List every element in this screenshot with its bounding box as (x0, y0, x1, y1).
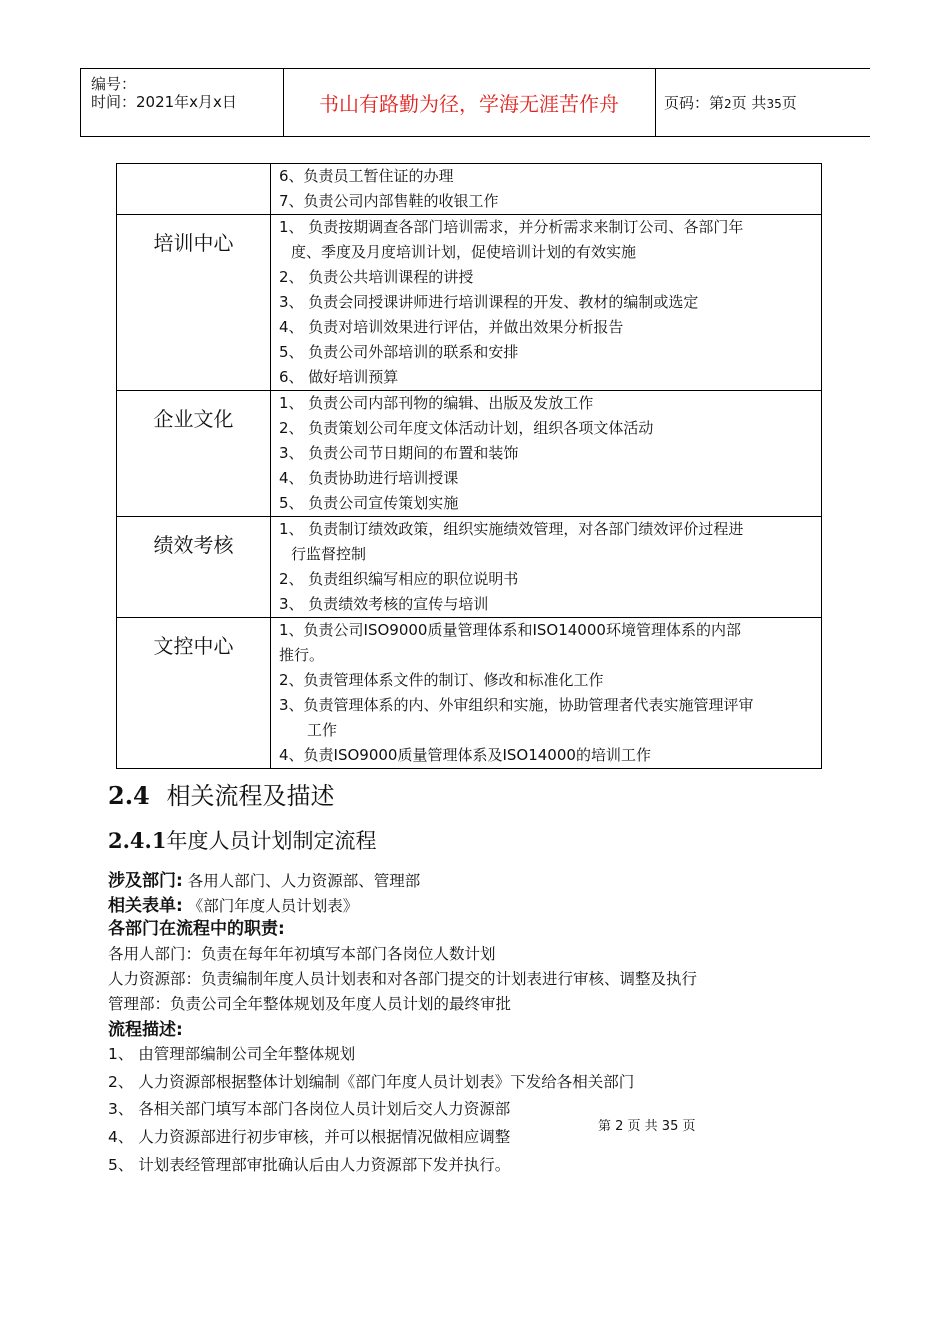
list-item: 2、负责管理体系文件的制订、修改和标准化工作 (279, 671, 604, 689)
dept-label: 涉及部门: (108, 871, 183, 891)
process-label: 流程描述: (108, 1020, 183, 1040)
list-item: 工作 (307, 721, 338, 739)
page-footer: 第 2 页 共 35 页 (598, 1119, 696, 1134)
section-title: 相关流程及描述 (166, 782, 335, 810)
list-item: 1、 负责按期调查各部门培训需求，并分析需求来制订公司、各部门年 (279, 218, 744, 236)
list-item: 3、 负责绩效考核的宣传与培训 (279, 595, 489, 613)
items-cell (271, 517, 822, 618)
list-item: 4、负责ISO9000质量管理体系及ISO14000的培训工作 (279, 746, 651, 764)
duty-line: 人力资源部：负责编制年度人员计划表和对各部门提交的计划表进行审核、调整及执行 (108, 970, 698, 988)
form-line (108, 891, 358, 916)
category-training: 培训中心 (117, 215, 271, 391)
process-step: 2、 人力资源部根据整体计划编制《部门年度人员计划表》下发给各相关部门 (108, 1073, 635, 1091)
doc-time-label: 时间：2021年x月x日 (91, 93, 237, 111)
section-title: 年度人员计划制定流程 (166, 829, 377, 853)
empty-category-cell (117, 164, 271, 215)
duties-label: 各部门在流程中的职责: (108, 919, 285, 939)
table-row (117, 215, 822, 391)
table-row (117, 618, 822, 769)
list-item: 5、 负责公司外部培训的联系和安排 (279, 343, 519, 361)
list-item: 度、季度及月度培训计划，促使培训计划的有效实施 (291, 243, 637, 261)
section-number: 2.4 (108, 781, 150, 810)
process-step: 5、 计划表经管理部审批确认后由人力资源部下发并执行。 (108, 1156, 511, 1174)
page-total: 35 (766, 97, 782, 111)
list-item: 3、 负责公司节日期间的布置和装饰 (279, 444, 519, 462)
list-item: 2、 负责策划公司年度文体活动计划，组织各项文体活动 (279, 419, 654, 437)
items-cell (271, 215, 822, 391)
process-step: 4、 人力资源部进行初步审核，并可以根据情况做相应调整 (108, 1128, 511, 1146)
duty-line: 管理部：负责公司全年整体规划及年度人员计划的最终审批 (108, 995, 512, 1013)
duties-table (116, 163, 822, 769)
form-value: 《部门年度人员计划表》 (182, 897, 359, 915)
list-item: 推行。 (279, 646, 325, 664)
header-page-info (664, 92, 797, 113)
list-item: 1、 负责制订绩效政策，组织实施绩效管理，对各部门绩效评价过程进 (279, 520, 744, 538)
section-heading-2-4-1 (108, 825, 376, 855)
items-cell (271, 391, 822, 517)
list-item: 6、 做好培训预算 (279, 368, 399, 386)
list-item: 2、 负责组织编写相应的职位说明书 (279, 570, 519, 588)
section-number: 2.4.1 (108, 828, 167, 853)
items-cell (271, 618, 822, 769)
list-item: 2、 负责公共培训课程的讲授 (279, 268, 474, 286)
dept-value: 各用人部门、人力资源部、管理部 (182, 872, 421, 890)
duty-line: 各用人部门：负责在每年年初填写本部门各岗位人数计划 (108, 945, 496, 963)
page-prefix: 页码：第 (664, 94, 725, 112)
page-mid: 页 共 (731, 94, 767, 112)
category-culture: 企业文化 (117, 391, 271, 517)
table-row (117, 164, 822, 215)
list-item: 5、 负责公司宣传策划实施 (279, 494, 459, 512)
table-row (117, 517, 822, 618)
category-doc-control: 文控中心 (117, 618, 271, 769)
list-item: 7、负责公司内部售鞋的收银工作 (279, 192, 499, 210)
dept-line (108, 866, 420, 891)
category-performance: 绩效考核 (117, 517, 271, 618)
duties-heading (108, 914, 285, 939)
page-suffix: 页 (781, 94, 797, 112)
form-label: 相关表单: (108, 896, 183, 916)
header-motto: 书山有路勤为径，学海无涯苦作舟 (283, 69, 656, 136)
header-meta-cell (80, 69, 284, 136)
process-step: 1、 由管理部编制公司全年整体规划 (108, 1045, 356, 1063)
page-header (80, 68, 870, 137)
list-item: 1、 负责公司内部刊物的编辑、出版及发放工作 (279, 394, 594, 412)
list-item: 3、负责管理体系的内、外审组织和实施，协助管理者代表实施管理评审 (279, 696, 754, 714)
section-heading-2-4 (108, 776, 334, 811)
doc-number-label: 编号： (91, 75, 137, 93)
list-item: 1、负责公司ISO9000质量管理体系和ISO14000环境管理体系的内部 (279, 621, 741, 639)
list-item: 4、 负责协助进行培训授课 (279, 469, 459, 487)
items-cell (271, 164, 822, 215)
table-row (117, 391, 822, 517)
page-num: 2 (724, 97, 732, 111)
process-step: 3、 各相关部门填写本部门各岗位人员计划后交人力资源部 (108, 1100, 511, 1118)
list-item: 行监督控制 (291, 545, 367, 563)
list-item: 4、 负责对培训效果进行评估，并做出效果分析报告 (279, 318, 624, 336)
list-item: 6、负责员工暂住证的办理 (279, 167, 454, 185)
list-item: 3、 负责会同授课讲师进行培训课程的开发、教材的编制或选定 (279, 293, 699, 311)
process-heading (108, 1015, 183, 1040)
